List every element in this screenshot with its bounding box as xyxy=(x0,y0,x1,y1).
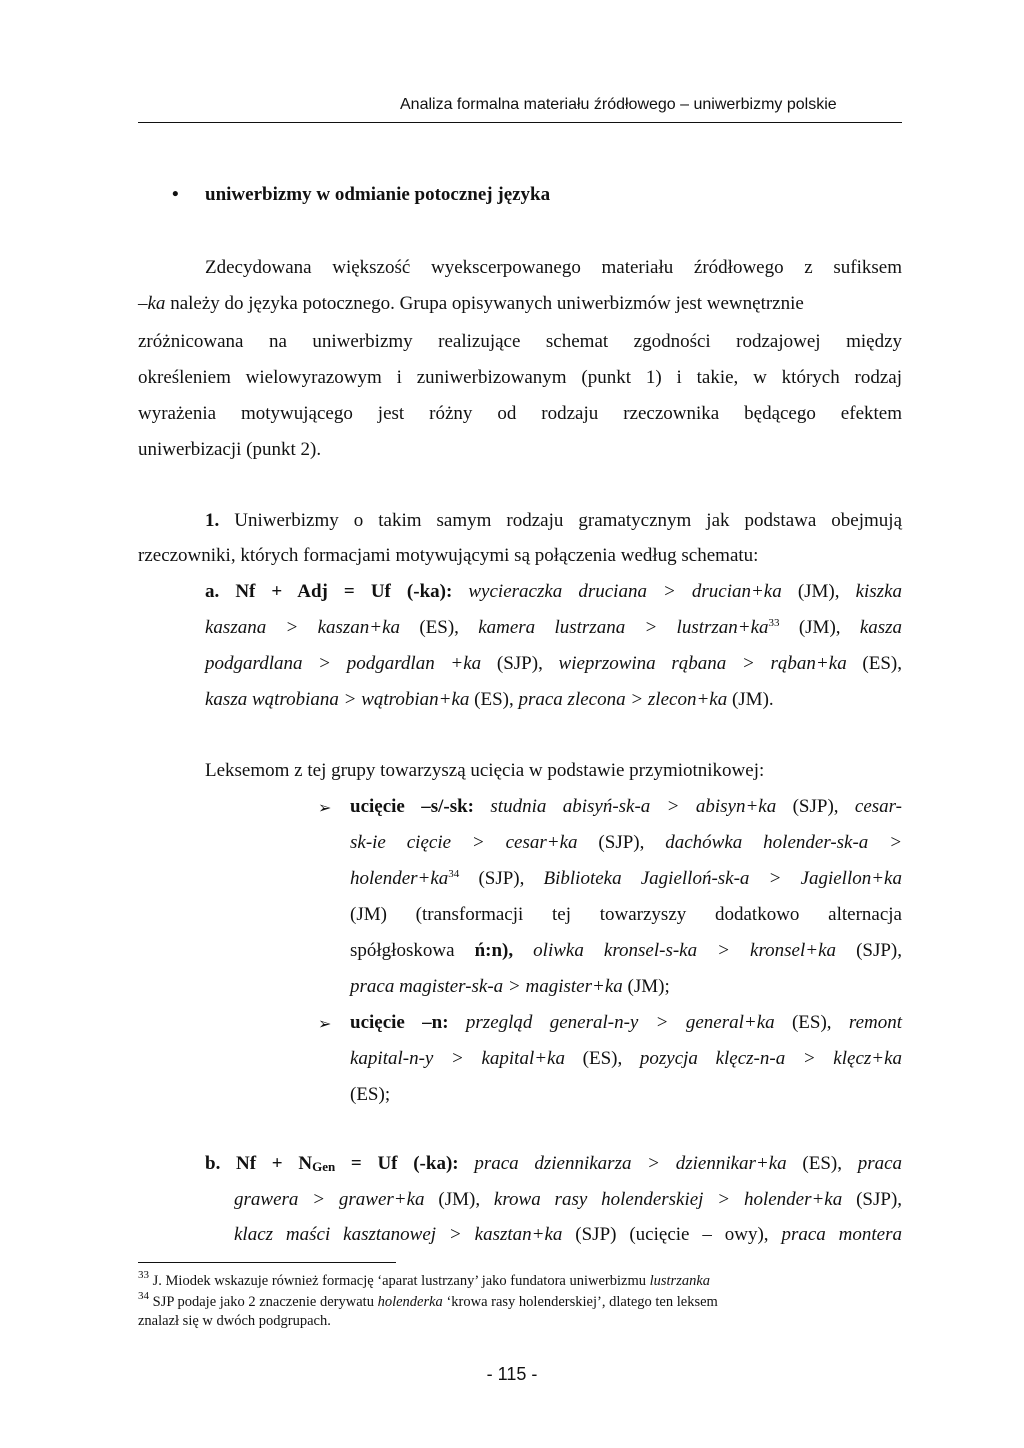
point1-number: 1. xyxy=(205,510,220,531)
intro-line-1: Zdecydowana większość wyekscerpowanego materiału źródłowego z sufiksem xyxy=(205,257,902,278)
cut2-label: ucięcie –n: xyxy=(350,1012,449,1033)
cut2-example-1: przegląd general-n-y > general+ka xyxy=(465,1012,775,1033)
footnote-33-word: lustrzanka xyxy=(649,1273,711,1289)
footnote-34-word: holenderka xyxy=(377,1294,443,1310)
cut1-example-3: dachówka holender-sk-a > xyxy=(665,832,903,853)
example-1: wycieraczka druciana > drucian+ka xyxy=(468,581,782,602)
footnote-33 xyxy=(138,1269,711,1290)
example-7-source: (JM). xyxy=(731,689,774,710)
arrow-bullet-icon: ➢ xyxy=(318,1014,332,1033)
scheme-b-example-3-source: (SJP), xyxy=(856,1189,903,1210)
point1-text-1: Uniwerbizmy o takim samym rodzaju gramatycznym jak podstawa obejmują xyxy=(234,510,903,531)
cut1-example-2-source: (SJP), xyxy=(598,832,645,853)
example-6: kasza wątrobiana > wątrobian+ka xyxy=(205,689,470,710)
intro-line-2-text: należy do języka potocznego. Grupa opisywanych uniwerbizmów jest wewnętrznie xyxy=(170,293,804,314)
cut2-line-1 xyxy=(350,1011,902,1035)
example-5: wieprzowina rąbana > rąban+ka xyxy=(558,653,847,674)
example-4-source: (SJP), xyxy=(496,653,543,674)
cut1-line-1 xyxy=(350,795,902,819)
cut2-example-2-source: (ES), xyxy=(582,1048,623,1069)
scheme-b-formula-rest: = Uf (-ka): xyxy=(350,1153,459,1174)
scheme-a-line-4 xyxy=(205,688,774,712)
example-2a: kiszka xyxy=(855,581,903,602)
scheme-b-example-4: klacz maści kasztanowej > kasztan+ka xyxy=(234,1224,563,1245)
scheme-a-line-2 xyxy=(205,616,902,640)
intro-line-3: zróżnicowana na uniwerbizmy realizujące schemat zgodności rodzajowej między xyxy=(138,331,902,352)
cut2-line-2 xyxy=(350,1047,902,1071)
scheme-a-label: a. xyxy=(205,581,220,602)
cut1-example-1: studnia abisyń-sk-a > abisyn+ka xyxy=(490,796,777,817)
example-3: kamera lustrzana > lustrzan+ka xyxy=(478,617,769,638)
footnote-rule xyxy=(138,1262,396,1263)
example-2-source: (ES), xyxy=(419,617,459,638)
lexemes-intro: Leksemom z tej grupy towarzyszą ucięcia w podstawie przymiotnikowej: xyxy=(205,760,765,781)
cut1-alternation: spółgłoskowa xyxy=(350,940,455,961)
footnote-33-mark: 33 xyxy=(138,1269,149,1281)
scheme-b-example-5-start: praca montera xyxy=(781,1224,902,1245)
cut1-example-5: oliwka kronsel-s-ka > kronsel+ka xyxy=(533,940,837,961)
cut1-label: ucięcie –s/-sk: xyxy=(350,796,475,817)
scheme-b-label: b. xyxy=(205,1153,221,1174)
example-5-source: (ES), xyxy=(862,653,902,674)
cut1-alternation-value: ń:n), xyxy=(474,940,514,961)
scheme-b-line-1 xyxy=(205,1152,902,1179)
section-bullet: • xyxy=(172,184,179,205)
footnote-ref-33: 33 xyxy=(768,617,780,629)
suffix-ka: –ka xyxy=(138,293,166,314)
example-4b: podgardlana > podgardlan +ka xyxy=(205,653,482,674)
cut2-example-2: kapital-n-y > kapital+ka xyxy=(350,1048,565,1069)
cut1-example-5-source: (SJP), xyxy=(856,940,903,961)
footnote-34-text-a: SJP podaje jako 2 znaczenie derywatu xyxy=(152,1294,374,1310)
cut1-example-4: Biblioteka Jagielloń-sk-a > Jagiellon+ka xyxy=(543,868,902,889)
footnote-33-text: J. Miodek wskazuje również formację ‘aparat lustrzany’ jako fundatora uniwerbizmu xyxy=(152,1273,646,1289)
intro-line-2 xyxy=(138,292,902,316)
scheme-b-formula-gen: Gen xyxy=(312,1159,336,1174)
cut1-example-6-source: (JM); xyxy=(627,976,670,997)
scheme-b-example-1: praca dziennikarza > dziennikar+ka xyxy=(474,1153,787,1174)
running-header: Analiza formalna materiału źródłowego – uniwerbizmy polskie xyxy=(400,96,837,113)
example-2b: kaszana > kaszan+ka xyxy=(205,617,401,638)
example-4a: kasza xyxy=(859,617,903,638)
cut1-line-3 xyxy=(350,867,902,891)
cut2-example-3: pozycja klęcz-n-a > klęcz+ka xyxy=(639,1048,903,1069)
point1-line-1 xyxy=(205,509,902,533)
scheme-b-example-2: grawera > grawer+ka xyxy=(234,1189,425,1210)
scheme-b-line-3 xyxy=(234,1223,902,1247)
footnote-34 xyxy=(138,1290,718,1311)
cut1-line-6 xyxy=(350,975,670,999)
header-rule xyxy=(138,122,902,123)
cut2-example-1-source: (ES), xyxy=(791,1012,832,1033)
cut1-example-1-source: (SJP), xyxy=(792,796,839,817)
example-6-source: (ES), xyxy=(474,689,514,710)
example-3-source: (JM), xyxy=(798,617,841,638)
scheme-b-example-2-start: praca xyxy=(857,1153,903,1174)
intro-line-5: wyrażenia motywującego jest różny od rodzaju rzeczownika będącego efektem xyxy=(138,403,902,424)
cut1-example-2: sk-ie cięcie > cesar+ka xyxy=(350,832,578,853)
section-heading: uniwerbizmy w odmianie potocznej języka xyxy=(205,184,551,205)
scheme-b-example-4-source: (SJP) (ucięcie – owy), xyxy=(575,1224,769,1245)
scheme-b-formula-n: Nf + N xyxy=(236,1153,313,1174)
footnote-34-mark: 34 xyxy=(138,1290,149,1302)
cut1-example-6: praca magister-sk-a > magister+ka xyxy=(350,976,623,997)
cut1-line-2 xyxy=(350,831,902,855)
cut1-line-5 xyxy=(350,939,902,963)
footnote-34-line-2: znalazł się w dwóch podgrupach. xyxy=(138,1313,331,1329)
cut1-example-3-source: (SJP), xyxy=(478,868,525,889)
cut1-example-3-end: holender+ka xyxy=(350,868,449,889)
cut1-example-2-start: cesar- xyxy=(854,796,903,817)
scheme-b-example-1-source: (ES), xyxy=(802,1153,842,1174)
cut2-line-3: (ES); xyxy=(350,1084,391,1105)
scheme-a-formula: Nf + Adj = Uf (-ka): xyxy=(235,581,453,602)
example-7: praca zlecona > zlecon+ka xyxy=(518,689,728,710)
intro-line-6: uniwerbizacji (punkt 2). xyxy=(138,439,322,460)
example-1-source: (JM), xyxy=(797,581,840,602)
arrow-bullet-icon: ➢ xyxy=(318,798,332,817)
page-number: - 115 - xyxy=(486,1364,538,1384)
scheme-b-formula xyxy=(236,1153,459,1174)
cut2-example-2-start: remont xyxy=(848,1012,902,1033)
point1-line-2: rzeczowniki, których formacjami motywującymi są połączenia według schematu: xyxy=(138,545,759,566)
cut1-line-4: (JM) (transformacji tej towarzyszy dodatkowo alternacja xyxy=(350,904,902,925)
intro-line-4: określeniem wielowyrazowym i zuniwerbizowanym (punkt 1) i takie, w których rodzaj xyxy=(138,367,902,388)
footnote-ref-34: 34 xyxy=(448,868,460,880)
footnote-34-text-b: ‘krowa rasy holenderskiej’, dlatego ten leksem xyxy=(446,1294,718,1310)
scheme-a-line-1 xyxy=(205,580,902,604)
scheme-b-example-2-source: (JM), xyxy=(438,1189,481,1210)
scheme-a-line-3 xyxy=(205,652,902,676)
scheme-b-example-3: krowa rasy holenderskiej > holender+ka xyxy=(493,1189,843,1210)
scheme-b-line-2 xyxy=(234,1188,902,1212)
